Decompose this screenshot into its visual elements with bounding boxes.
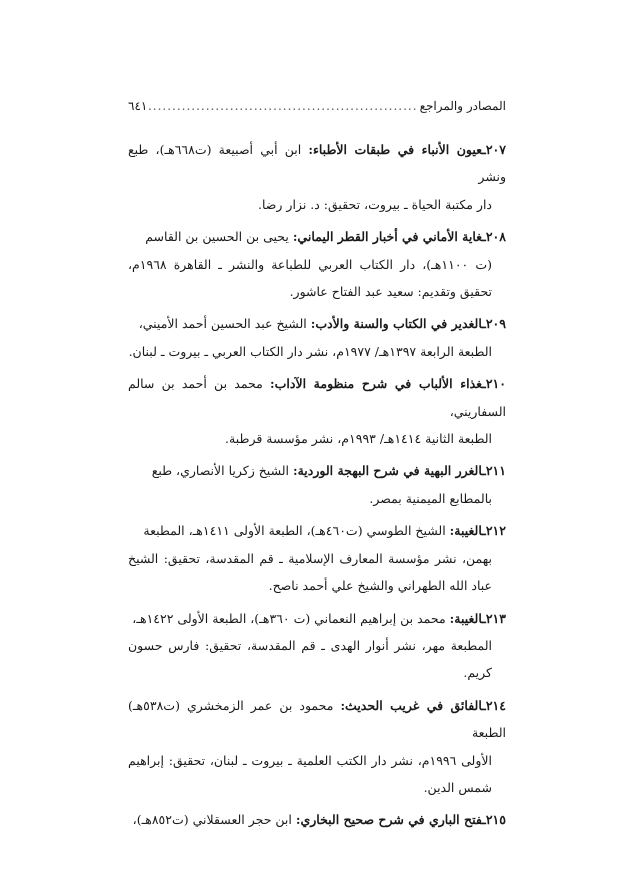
entry-title: فتح الباري في شرح صحيح البخاري: [295, 812, 483, 828]
entry-text: ابن أبي أصبيعة (ت٦٦٨هـ)، طبع ونشر [128, 142, 506, 185]
entry-number: ٢١٢ـ [482, 523, 506, 539]
entry-title: الغدير في الكتاب والسنة والأدب: [310, 316, 483, 332]
bibliography-entry-212 [128, 517, 506, 599]
entry-number: ٢١٣ـ [482, 610, 506, 626]
entry-continuation: المطبعة مهر، نشر أنوار الهدى ـ قم المقدسة، تحقيق: فارس حسون كريم. [128, 637, 492, 681]
entry-title: عيون الأنباء في طبقات الأطباء: [308, 142, 483, 157]
entry-continuation: دار مكتبة الحياة ـ بيروت، تحقيق: د. نزار رضا. [258, 196, 492, 212]
entry-text: الشيخ زكريا الأنصاري، طبع [151, 463, 293, 479]
entry-number: ٢٠٩ـ [482, 316, 506, 332]
entry-number: ٢٠٨ـ [482, 229, 506, 245]
book-page [128, 96, 506, 839]
bibliography-entry-208 [128, 223, 506, 305]
entry-text: الشيخ عبد الحسين أحمد الأميني، [138, 316, 311, 332]
running-header [128, 96, 506, 116]
entry-text: محمد بن أحمد بن سالم السفاريني، [128, 376, 506, 419]
bibliography-list [128, 136, 506, 834]
bibliography-entry-210 [128, 370, 506, 452]
entry-title: الغيبة: [449, 523, 483, 539]
page-number: ٦٤١ [128, 99, 148, 113]
entry-continuation: الأولى ١٩٩٦م، نشر دار الكتب العلمية ـ بيروت ـ لبنان، تحقيق: إبراهيم شمس الدين. [128, 752, 492, 795]
bibliography-entry-213 [128, 605, 506, 687]
bibliography-entry-209 [128, 310, 506, 365]
entry-text: محمود بن عمر الزمخشري (ت٥٣٨هـ) الطبعة [128, 697, 506, 741]
bibliography-entry-207 [128, 136, 506, 218]
entry-number: ٢١١ـ [482, 463, 506, 479]
entry-continuation: الطبعة الرابعة ١٣٩٧هـ/ ١٩٧٧م، نشر دار الكتاب العربي ـ بيروت ـ لبنان. [128, 343, 492, 359]
entry-text: محمد بن إبراهيم النعماني (ت ٣٦٠هـ)، الطبعة الأولى ١٤٢٢هـ، [132, 610, 450, 626]
header-leader-dots [149, 96, 417, 116]
entry-text: يحيى بن الحسين بن القاسم [145, 229, 293, 245]
entry-title: غذاء الألباب في شرح منظومة الآداب: [270, 376, 483, 392]
entry-number: ٢١٥ـ [482, 812, 506, 828]
entry-number: ٢٠٧ـ [482, 142, 506, 157]
entry-title: الغيبة: [449, 610, 483, 626]
entry-title: غاية الأماني في أخبار القطر اليماني: [292, 229, 483, 245]
entry-number: ٢١٤ـ [482, 697, 506, 713]
bibliography-entry-215 [128, 806, 506, 833]
entry-continuation: بالمطابع الميمنية بمصر. [369, 490, 492, 506]
entry-title: الغرر البهية في شرح البهجة الوردية: [292, 463, 483, 479]
entry-text: الشيخ الطوسي (ت٤٦٠هـ)، الطبعة الأولى ١٤١١هـ، المطبعة [143, 523, 450, 539]
entry-continuation: بهمن، نشر مؤسسة المعارف الإسلامية ـ قم المقدسة، تحقيق: الشيخ عباد الله الطهراني والشيخ علي أحمد ناصح. [128, 550, 492, 594]
entry-text: ابن حجر العسقلاني (ت٨٥٢هـ)، [132, 812, 296, 828]
bibliography-entry-211 [128, 457, 506, 512]
entry-title: الفائق في غريب الحديث: [340, 697, 483, 713]
header-title: المصادر والمراجع [419, 99, 506, 113]
entry-continuation: (ت ١١٠٠هـ)، دار الكتاب العربي للطباعة والنشر ـ القاهرة ١٩٦٨م، تحقيق وتقديم: سعيد عبد الفتاح عاشور. [128, 256, 492, 300]
bibliography-entry-214 [128, 692, 506, 802]
entry-number: ٢١٠ـ [482, 376, 506, 392]
entry-continuation: الطبعة الثانية ١٤١٤هـ/ ١٩٩٣م، نشر مؤسسة قرطبة. [225, 431, 492, 447]
